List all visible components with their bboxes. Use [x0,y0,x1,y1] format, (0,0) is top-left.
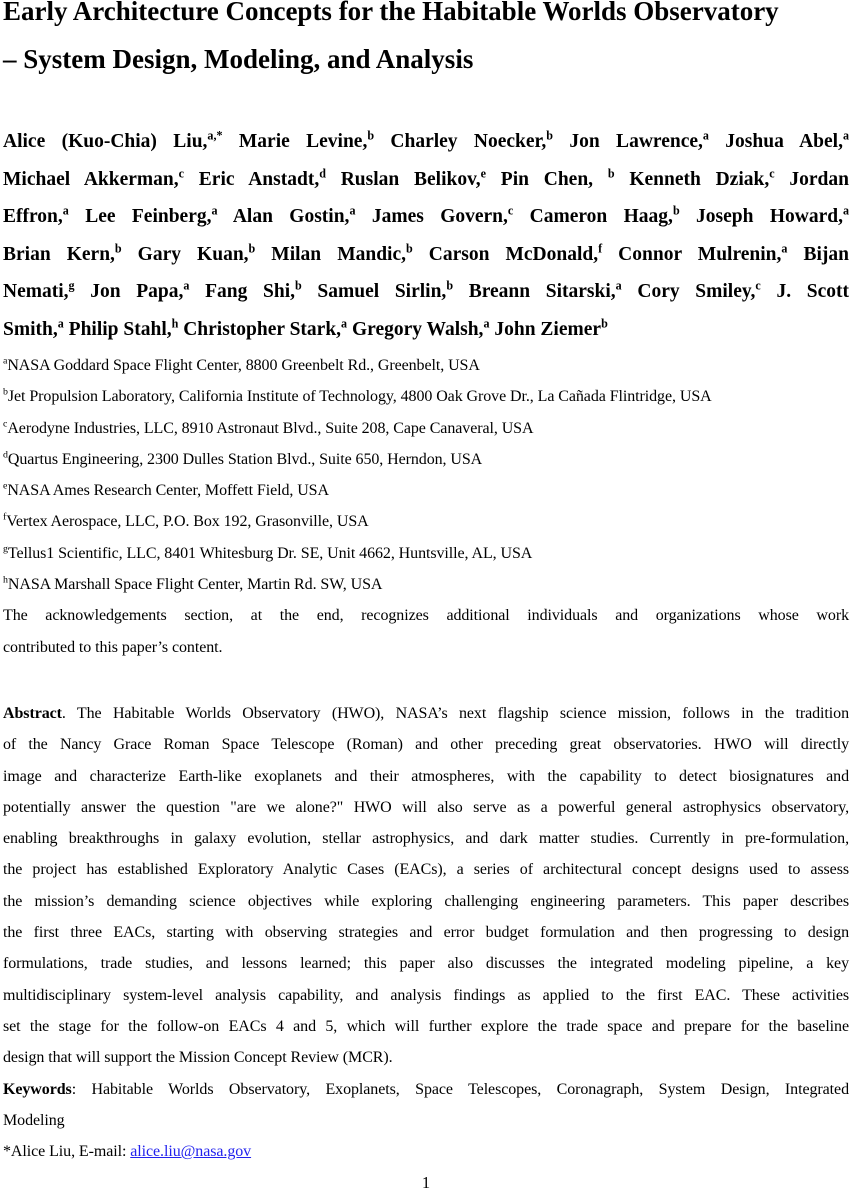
text-line [3,632,849,663]
text-line [3,569,849,600]
text-run: Pin Chen, [486,168,608,190]
text-run: set the stage for the follow-on EACs 4 and 5, which will further explore the trade space and prepare for the baseline [3,1017,849,1035]
text-run: Aerodyne Industries, LLC, 8910 Astronaut Blvd., Suite 208, Cape Canaveral, USA [7,419,534,437]
text-run: Lee Feinberg, [68,206,212,227]
text-run: design that will support the Mission Concept Review (MCR). [3,1049,393,1067]
author-list [3,123,849,348]
superscript-label: c [755,278,761,293]
text-line [3,413,849,444]
text-line [3,761,849,792]
superscript-label: b [672,203,680,218]
text-line [3,350,849,381]
superscript-label: d [319,166,326,180]
text-line [3,123,849,161]
superscript-label: b [607,166,615,180]
text-line [3,0,849,35]
text-run: Bijan [787,243,850,265]
text-line [3,161,849,199]
text-line [3,1011,849,1042]
text-run: Breann Sitarski, [453,281,616,302]
superscript-label: a [62,203,69,218]
text-line [3,311,849,349]
text-run: formulations, trade studies, and lessons learned; this paper also discusses the integrated modeling pipeline, a key [3,955,849,973]
text-run: Modeling [3,1111,65,1129]
superscript-label: a [615,278,622,293]
affiliation-list [3,350,849,600]
text-run: the project has established Exploratory Analytic Cases (EACs), a series of architectural concept designs used to assess [3,861,849,879]
email-link[interactable]: alice.liu@nasa.gov [130,1143,252,1161]
text-run: John Ziemer [489,318,602,340]
text-line [3,538,849,569]
text-run: NASA Goddard Space Flight Center, 8800 Greenbelt Rd., Greenbelt, USA [7,357,480,374]
abstract-section [3,698,849,1074]
contact-line [3,1136,849,1167]
text-line [3,1105,849,1136]
superscript-label: c [3,418,8,430]
text-line [3,381,849,412]
text-run: Vertex Aerospace, LLC, P.O. Box 192, Grasonville, USA [6,513,369,531]
superscript-label: a,* [207,128,223,143]
superscript-label: b [295,278,302,293]
text-run: Samuel Sirlin, [301,281,447,302]
text-run: potentially answer the question "are we alone?" HWO will also serve as a powerful general astrophysics observatory, [3,798,849,816]
text-run: J. Scott [760,281,849,302]
text-run: the mission’s demanding science objectives while exploring challenging engineering parameters. This paper describes [3,892,849,910]
text-run: multidisciplinary system-level analysis capability, and analysis findings as applied to the first EAC. These activities [3,986,849,1004]
text-run: Gary Kuan, [121,243,249,265]
text-run: Christopher Stark, [178,318,342,340]
acknowledgement-note [3,600,849,663]
text-line [3,506,849,537]
text-run: Philip Stahl, [63,318,172,340]
text-run: Tellus1 Scientific, LLC, 8401 Whitesburg Dr. SE, Unit 4662, Huntsville, AL, USA [7,544,533,562]
superscript-label: e [480,166,487,180]
text-line [3,444,849,475]
text-run: Keywords [3,1080,72,1098]
superscript-label: c [178,166,185,180]
text-line [3,236,849,274]
text-line [3,35,849,83]
text-line [3,917,849,948]
superscript-label: a [702,128,709,143]
text-run: Smith, [3,318,58,340]
text-line [3,698,849,729]
text-run: Marie Levine, [222,131,368,152]
superscript-label: b [3,386,8,398]
text-run: NASA Ames Research Center, Moffett Field, USA [7,482,329,500]
text-run: Jon Lawrence, [553,131,703,152]
superscript-label: a [3,355,8,367]
text-run: Connor Mulrenin, [602,243,782,265]
superscript-label: e [3,480,8,492]
text-run: Brian Kern, [3,243,115,265]
superscript-label: b [546,128,554,143]
paper-title [3,0,849,83]
text-run: : Habitable Worlds Observatory, Exoplanets, Space Telescopes, Coronagraph, System Design, Integrated [71,1080,849,1098]
text-run: Effron, [3,206,63,227]
text-run: NASA Marshall Space Flight Center, Martin Rd. SW, USA [7,576,383,594]
text-run: the first three EACs, starting with observing strategies and error budget formulation and then progressing to design [3,924,849,942]
page-number: 1 [421,1173,431,1193]
superscript-label: f [598,241,603,255]
text-run: Ruslan Belikov, [325,168,481,190]
text-line [3,198,849,236]
superscript-label: b [367,128,375,143]
text-run: Jon Papa, [74,281,184,302]
text-line [3,1136,849,1167]
superscript-label: a [57,316,64,330]
text-run: Jordan [774,168,849,190]
text-run: . The Habitable Worlds Observatory (HWO), NASA’s next flagship science mission, follows in the tradition [61,704,849,722]
text-run: Fang Shi, [189,281,296,302]
superscript-label: a [349,203,356,218]
text-run: The acknowledgements section, at the end, recognizes additional individuals and organizations whose work [3,607,849,625]
superscript-label: h [171,316,179,330]
text-run: Abstract [3,704,62,722]
text-run: Cory Smiley, [621,281,756,302]
text-line [3,980,849,1011]
superscript-label: b [446,278,454,293]
text-run: Kenneth Dziak, [614,168,770,190]
text-line [3,948,849,979]
superscript-label: g [68,278,75,293]
superscript-label: d [3,449,8,461]
superscript-label: b [248,241,256,255]
superscript-label: b [114,241,122,255]
text-run: Cameron Haag, [513,206,673,227]
text-line [3,729,849,760]
text-run: *Alice Liu, E-mail: [3,1143,131,1161]
superscript-label: b [601,316,608,330]
text-run: James Govern, [355,206,508,227]
keywords-section [3,1074,849,1137]
text-run: Alice (Kuo-Chia) Liu, [3,131,208,152]
text-run: – System Design, Modeling, and Analysis [3,44,474,74]
text-run: Charley Noecker, [374,131,547,152]
text-line [3,823,849,854]
text-run: Joseph Howard, [679,206,843,227]
text-line [3,792,849,823]
superscript-label: c [769,166,775,180]
text-run: Nemati, [3,281,69,302]
text-run: contributed to this paper’s content. [3,638,223,656]
text-run: of the Nancy Grace Roman Space Telescope (Roman) and other preceding great observatories. HWO will directly [3,736,849,754]
text-run: Carson McDonald, [412,243,599,265]
text-line [3,854,849,885]
text-run: Michael Akkerman, [3,168,179,190]
superscript-label: a [842,128,850,143]
text-run: Jet Propulsion Laboratory, California Institute of Technology, 4800 Oak Grove Dr., La Cañada Flintridge, USA [7,388,712,406]
text-run: Gregory Walsh, [347,318,484,340]
superscript-label: g [3,543,8,555]
text-run: image and characterize Earth-like exoplanets and their atmospheres, with the capability to detect biosignatures and [3,767,849,785]
superscript-label: a [483,316,490,330]
superscript-label: b [405,241,413,255]
text-line [3,1042,849,1073]
text-run: Alan Gostin, [217,206,350,227]
superscript-label: c [507,203,514,218]
superscript-label: a [183,278,190,293]
text-line [3,273,849,311]
superscript-label: a [781,241,788,255]
text-run: enabling breakthroughs in galaxy evolution, stellar astrophysics, and dark matter studies. Currently in pre-formulation, [3,830,849,848]
text-run: Quartus Engineering, 2300 Dulles Station Blvd., Suite 650, Herndon, USA [7,450,483,468]
superscript-label: h [3,574,8,586]
text-run: Milan Mandic, [255,243,406,265]
superscript-label: a [211,203,218,218]
text-line [3,1074,849,1105]
text-line [3,600,849,631]
superscript-label: f [3,512,7,524]
text-line [3,475,849,506]
superscript-label: a [842,203,849,218]
text-run: Joshua Abel, [708,131,843,152]
text-run: Eric Anstadt, [184,168,320,190]
text-run: Early Architecture Concepts for the Habitable Worlds Observatory [3,0,779,26]
superscript-label: a [341,316,348,330]
text-line [3,886,849,917]
